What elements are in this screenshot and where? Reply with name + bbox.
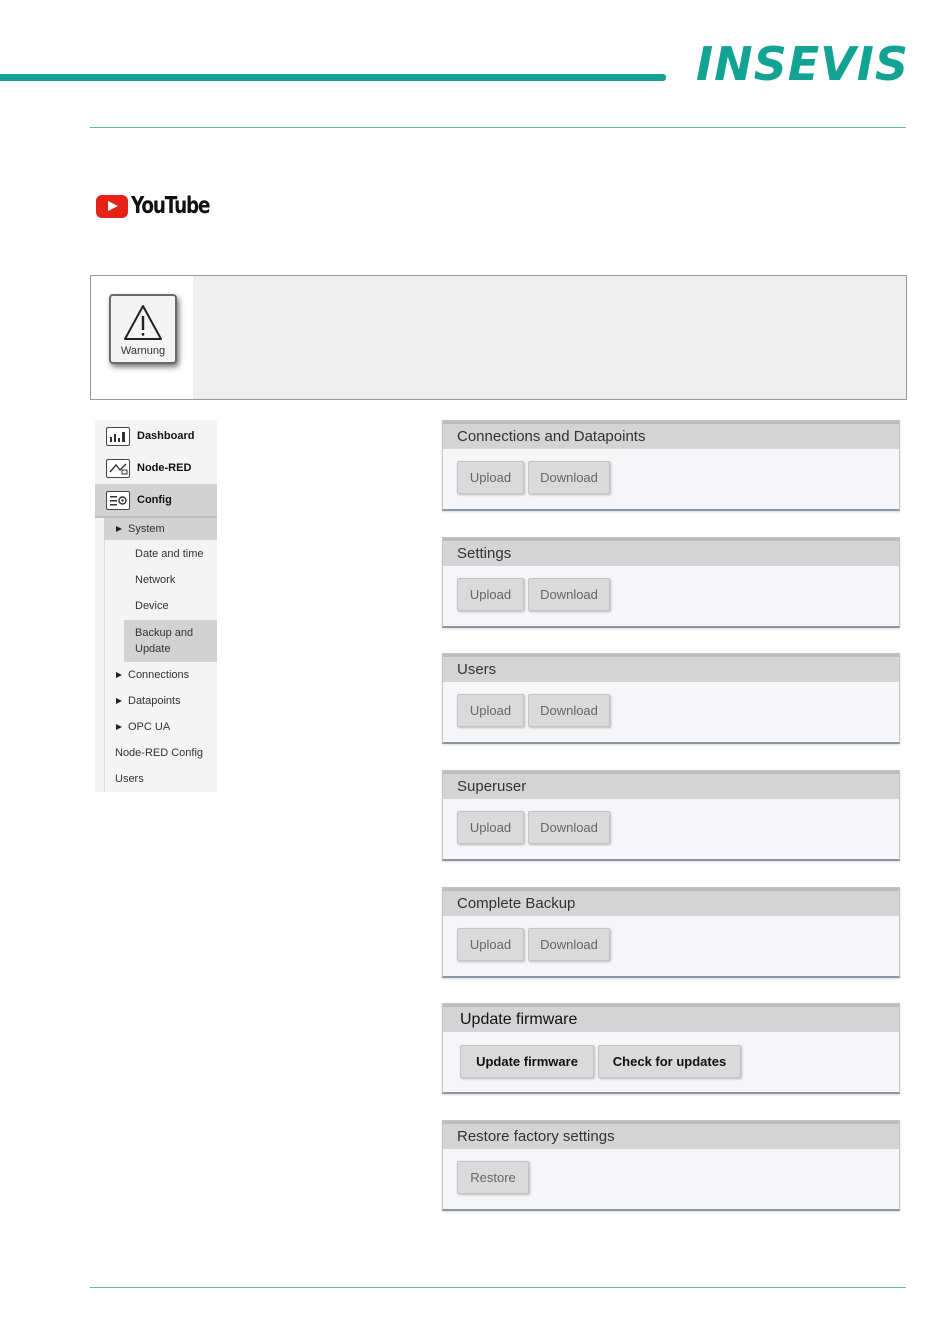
- warning-box: [90, 275, 907, 400]
- sidebar-item-label: Connections: [128, 669, 190, 681]
- sidebar-item-users[interactable]: [104, 766, 217, 792]
- sidebar-item-label: Users: [115, 773, 144, 785]
- sidebar-item-network[interactable]: [124, 567, 217, 593]
- sidebar-item-label-line2: Update: [135, 643, 171, 655]
- sidebar-item-label: Network: [135, 574, 176, 586]
- panel-settings: [442, 537, 900, 628]
- sidebar-item-datapoints[interactable]: [104, 688, 217, 714]
- panel-body: [443, 799, 899, 857]
- panel-title: Complete Backup: [443, 888, 899, 916]
- restore-button[interactable]: Restore: [457, 1161, 529, 1194]
- node-red-icon: [106, 459, 130, 478]
- panel-connections-datapoints: [442, 420, 900, 511]
- check-for-updates-button[interactable]: Check for updates: [598, 1045, 741, 1078]
- panel-title: Update firmware: [443, 1004, 899, 1032]
- expand-arrow-icon: [116, 672, 122, 678]
- panel-body: [443, 1149, 899, 1207]
- expand-arrow-icon: [116, 698, 122, 704]
- sidebar-item-label: Config: [137, 494, 172, 506]
- sidebar-item-label: OPC UA: [128, 721, 171, 733]
- sidebar-item-date-time[interactable]: [124, 541, 217, 567]
- download-button[interactable]: Download: [528, 928, 610, 961]
- sidebar-item-label: System: [128, 523, 165, 535]
- youtube-link[interactable]: [96, 193, 229, 219]
- sidebar-item-opc-ua[interactable]: [104, 714, 217, 740]
- header-rule: [90, 127, 906, 128]
- sidebar-item-label-line1: Backup and: [135, 627, 194, 639]
- download-button[interactable]: Download: [528, 461, 610, 494]
- upload-button[interactable]: Upload: [457, 694, 524, 727]
- sidebar-item-label: Dashboard: [137, 430, 195, 442]
- warning-icon-area: [91, 276, 193, 399]
- upload-button[interactable]: Upload: [457, 578, 524, 611]
- panel-body: [443, 916, 899, 974]
- download-button[interactable]: Download: [528, 694, 610, 727]
- download-button[interactable]: Download: [528, 811, 610, 844]
- insevis-logo: INSEVIS: [696, 37, 910, 91]
- upload-button[interactable]: Upload: [457, 461, 524, 494]
- upload-button[interactable]: Upload: [457, 928, 524, 961]
- sidebar-item-label: [135, 625, 193, 657]
- dashboard-icon: [106, 427, 130, 446]
- youtube-play-icon: [96, 195, 128, 218]
- panel-title: Superuser: [443, 771, 899, 799]
- panel-update-firmware: [442, 1003, 900, 1094]
- sidebar-item-node-red-config[interactable]: [104, 740, 217, 766]
- panel-title: Settings: [443, 538, 899, 566]
- panel-title: Users: [443, 654, 899, 682]
- warning-label: Warnung: [120, 345, 166, 357]
- expand-arrow-icon: [116, 526, 122, 532]
- panel-body: [443, 1032, 899, 1090]
- panel-body: [443, 449, 899, 507]
- sidebar-item-system[interactable]: [104, 518, 217, 540]
- panel-body: [443, 682, 899, 740]
- panel-users: [442, 653, 900, 744]
- footer-rule: [90, 1287, 906, 1288]
- sidebar-item-backup-update[interactable]: [124, 620, 217, 662]
- sidebar-item-label: Device: [135, 600, 169, 612]
- upload-button[interactable]: Upload: [457, 811, 524, 844]
- sidebar-item-connections[interactable]: [104, 662, 217, 688]
- sidebar: [95, 420, 217, 792]
- download-button[interactable]: Download: [528, 578, 610, 611]
- panel-title: Connections and Datapoints: [443, 421, 899, 449]
- sidebar-item-device[interactable]: [124, 593, 217, 619]
- expand-arrow-icon: [116, 724, 122, 730]
- sidebar-item-node-red[interactable]: [95, 452, 217, 484]
- config-icon: [106, 491, 130, 510]
- youtube-label: YouTube: [131, 193, 210, 219]
- update-firmware-button[interactable]: Update firmware: [460, 1045, 594, 1078]
- panel-body: [443, 566, 899, 624]
- panel-superuser: [442, 770, 900, 861]
- warning-triangle-icon: [123, 304, 163, 342]
- warning-sign: [109, 294, 177, 364]
- header-accent-bar: [0, 74, 666, 81]
- sidebar-item-label: Node-RED Config: [115, 747, 204, 759]
- panel-restore-factory: [442, 1120, 900, 1211]
- panel-title: Restore factory settings: [443, 1121, 899, 1149]
- sidebar-item-config[interactable]: [95, 484, 217, 518]
- sidebar-item-dashboard[interactable]: [95, 420, 217, 452]
- sidebar-item-label: Date and time: [135, 548, 204, 560]
- sidebar-item-label: Node-RED: [137, 462, 192, 474]
- sidebar-item-label: Datapoints: [128, 695, 181, 707]
- panel-complete-backup: [442, 887, 900, 978]
